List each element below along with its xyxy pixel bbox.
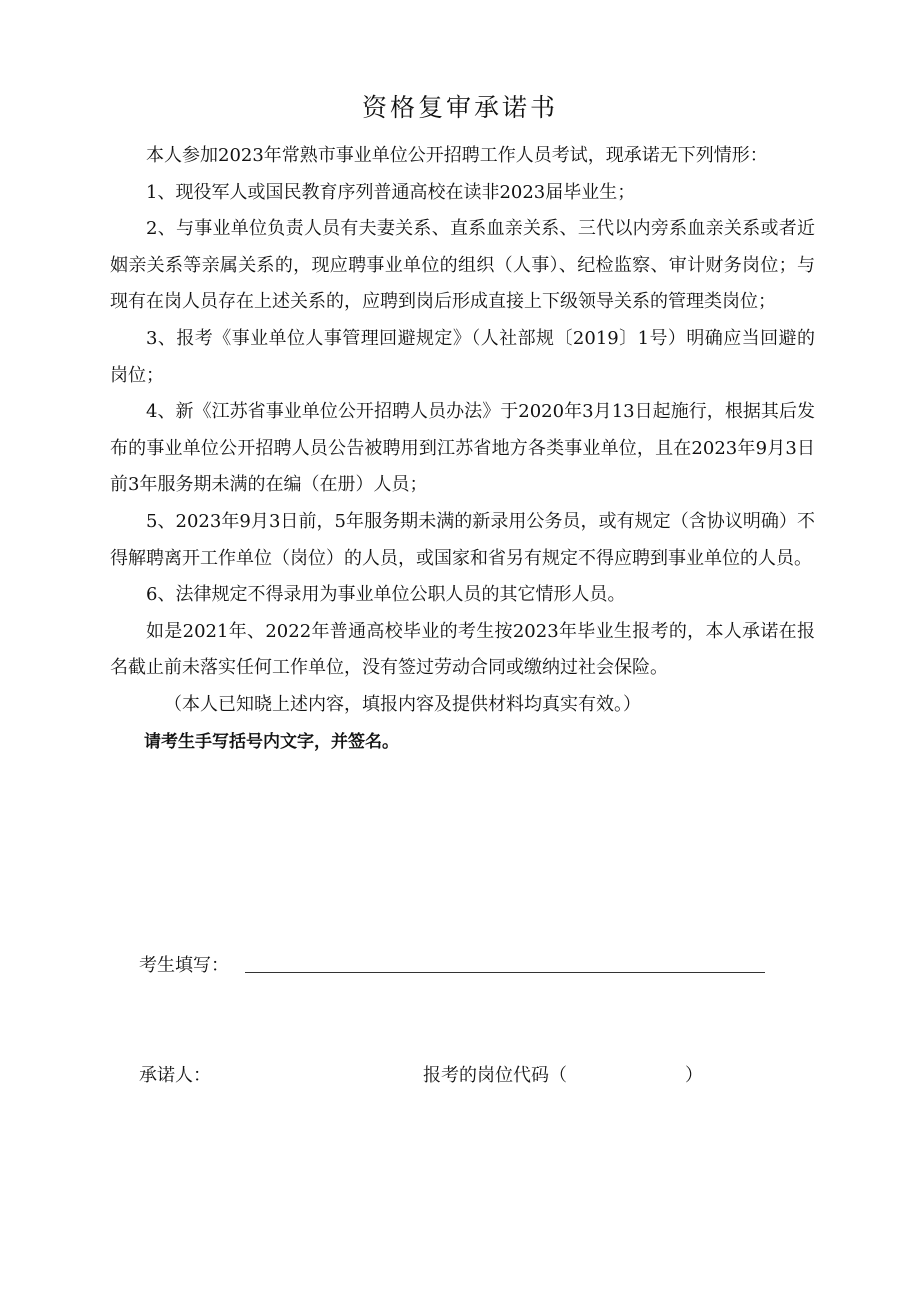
intro-paragraph: 本人参加2023年常熟市事业单位公开招聘工作人员考试，现承诺无下列情形： — [146, 145, 768, 166]
item-4: 4、新《江苏省事业单位公开招聘人员办法》于2020年3月13日起施行，根据其后发布的事业单位公开招聘人员公告被聘用到江苏省地方各类事业单位，且在2023年9月3日前3年服务期未满的在编（在册）人员； — [110, 401, 815, 496]
position-code-field — [423, 1058, 703, 1094]
candidate-fill-line[interactable] — [245, 948, 765, 973]
signer-label: 承诺人： — [139, 1065, 211, 1086]
document-body — [110, 138, 815, 760]
item-2: 2、与事业单位负责人员有夫妻关系、直系血亲关系、三代以内旁系血亲关系或者近姻亲关系等亲属关系的，现应聘事业单位的组织（人事）、纪检监察、审计财务岗位；与现有在岗人员存在上述关系的，应聘到岗后形成直接上下级领导关系的管理类岗位； — [110, 218, 815, 313]
position-code-label: 报考的岗位代码（ — [423, 1065, 567, 1086]
document-title: 资格复审承诺书 — [361, 93, 558, 122]
item-3: 3、报考《事业单位人事管理回避规定》（人社部规〔2019〕1号）明确应当回避的岗位； — [110, 327, 815, 386]
item-5: 5、2023年9月3日前，5年服务期未满的新录用公务员，或有规定（含协议明确）不得解聘离开工作单位（岗位）的人员，或国家和省另有规定不得应聘到事业单位的人员。 — [110, 510, 815, 569]
item-6: 6、法律规定不得录用为事业单位公职人员的其它情形人员。 — [146, 584, 626, 606]
graduate-note: 如是2021年、2022年普通高校毕业的考生按2023年毕业生报考的，本人承诺在报名截止前未落实任何工作单位，没有签过劳动合同或缴纳过社会保险。 — [110, 620, 815, 679]
acknowledgement-text: （本人已知晓上述内容，填报内容及提供材料均真实有效。） — [164, 693, 641, 715]
handwriting-instruction: 请考生手写括号内文字，并签名。 — [144, 731, 399, 752]
item-1: 1、现役军人或国民教育序列普通高校在读非2023届毕业生； — [146, 181, 636, 203]
candidate-fill-row — [139, 948, 765, 984]
position-code-close: ） — [685, 1065, 703, 1086]
candidate-fill-label: 考生填写： — [139, 955, 229, 976]
